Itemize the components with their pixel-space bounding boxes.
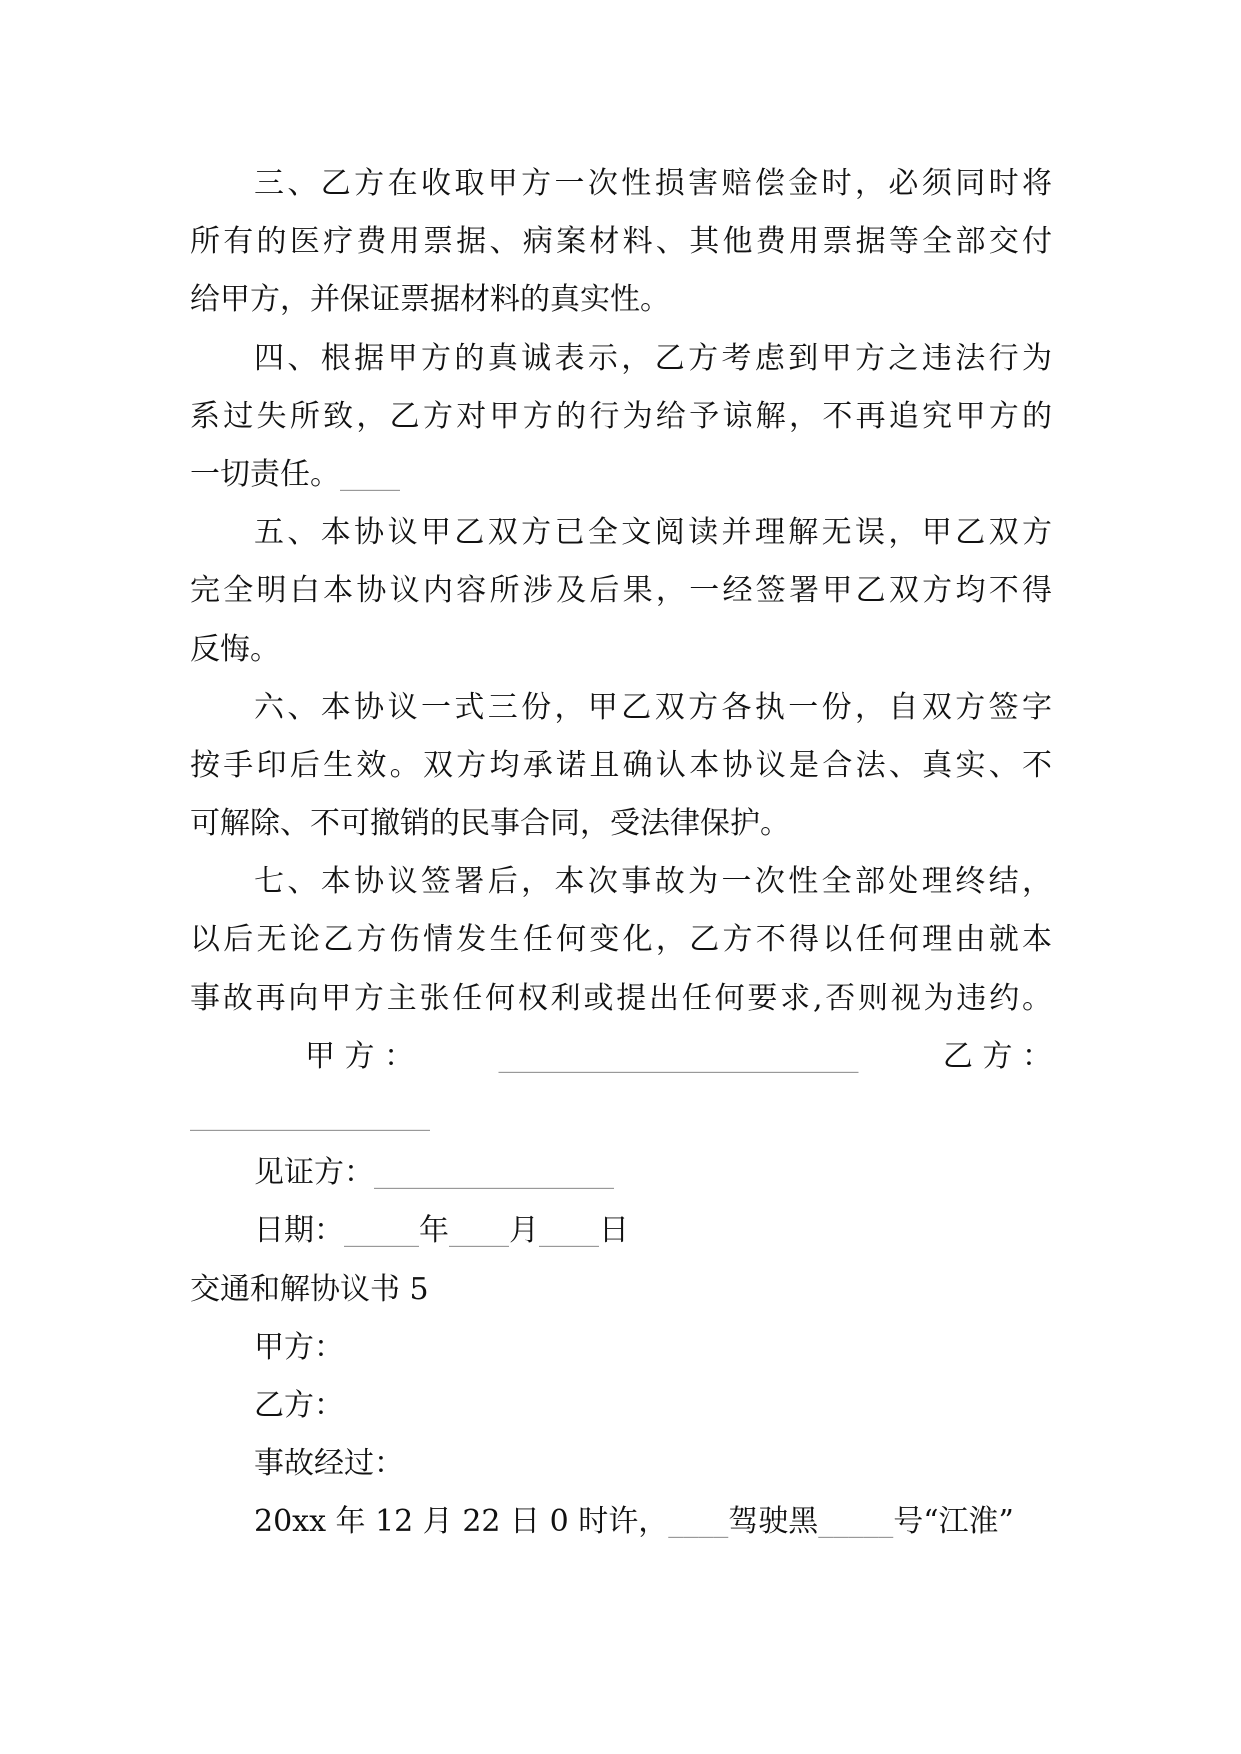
clause-5-line-3: 反悔。 (190, 631, 280, 667)
accident-time: 20xx 年 12 月 22 日 0 时许， (254, 1504, 669, 1540)
next-document-title: 交通和解协议书 5 (190, 1271, 429, 1307)
clause-3-line-3: 给甲方，并保证票据材料的真实性。 (190, 282, 670, 318)
plate-blank: _____ (818, 1504, 894, 1540)
party-a-label: 甲 方 ： (305, 1038, 415, 1074)
witness-line (190, 1144, 1052, 1202)
clause-4-line-3 (190, 446, 1052, 504)
party-b-label: 乙 方 ： (942, 1038, 1052, 1074)
party-b-blank-line (190, 1086, 1052, 1144)
witness-label: 见证方： (254, 1155, 374, 1191)
accident-label: 事故经过： (254, 1446, 404, 1482)
clause-7-line-3: 事故再向甲方主张任何权利或提出任何要求,否则视为违约。 (190, 980, 1052, 1016)
clause-6-line-2: 按手印后生效。双方均承诺且确认本协议是合法、真实、不 (190, 747, 1052, 783)
clause-4-text: 一切责任。 (190, 456, 340, 492)
date-label: 日期： (254, 1213, 344, 1249)
clause-7-line-1: 七、本协议签署后，本次事故为一次性全部处理终结， (254, 864, 1052, 900)
clause-4-line-2: 系过失所致，乙方对甲方的行为给予谅解，不再追究甲方的 (190, 398, 1052, 434)
year-blank: _____ (344, 1213, 419, 1249)
clause-3-line-2: 所有的医疗费用票据、病案材料、其他费用票据等全部交付 (190, 224, 1052, 260)
clause-6-line-1: 六、本协议一式三份，甲乙双方各执一份，自双方签字 (254, 689, 1052, 725)
signature-line (190, 1028, 1052, 1086)
clause-5-line-1: 五、本协议甲乙双方已全文阅读并理解无误，甲乙双方 (254, 515, 1052, 551)
witness-blank: ________________ (374, 1155, 614, 1191)
clause-6-line-3: 可解除、不可撤销的民事合同，受法律保护。 (190, 806, 790, 842)
blank-line: ____ (340, 456, 400, 492)
party-b-blank: ________________ (190, 1097, 430, 1132)
month-blank: ____ (449, 1213, 509, 1249)
next-party-b: 乙方： (254, 1387, 344, 1423)
accident-drive: 驾驶黑 (728, 1504, 819, 1540)
day-blank: ____ (539, 1213, 599, 1249)
date-line (190, 1202, 1052, 1260)
party-a-blank: ________________________ (498, 1038, 859, 1074)
clause-5-line-2: 完全明白本协议内容所涉及后果，一经签署甲乙双方均不得 (190, 573, 1052, 609)
accident-vehicle: 号“江淮” (893, 1504, 1014, 1540)
clause-4-line-1: 四、根据甲方的真诚表示，乙方考虑到甲方之违法行为 (254, 340, 1052, 376)
clause-3-line-1: 三、乙方在收取甲方一次性损害赔偿金时，必须同时将 (254, 166, 1052, 201)
driver-blank: ____ (668, 1504, 729, 1540)
year-label: 年 (419, 1213, 449, 1249)
next-party-a: 甲方： (254, 1329, 344, 1365)
clause-7-line-2: 以后无论乙方伤情发生任何变化，乙方不得以任何理由就本 (190, 922, 1052, 958)
day-label: 日 (599, 1213, 629, 1249)
accident-text-line (190, 1493, 1052, 1551)
document-page (190, 155, 1052, 1552)
month-label: 月 (509, 1213, 539, 1249)
